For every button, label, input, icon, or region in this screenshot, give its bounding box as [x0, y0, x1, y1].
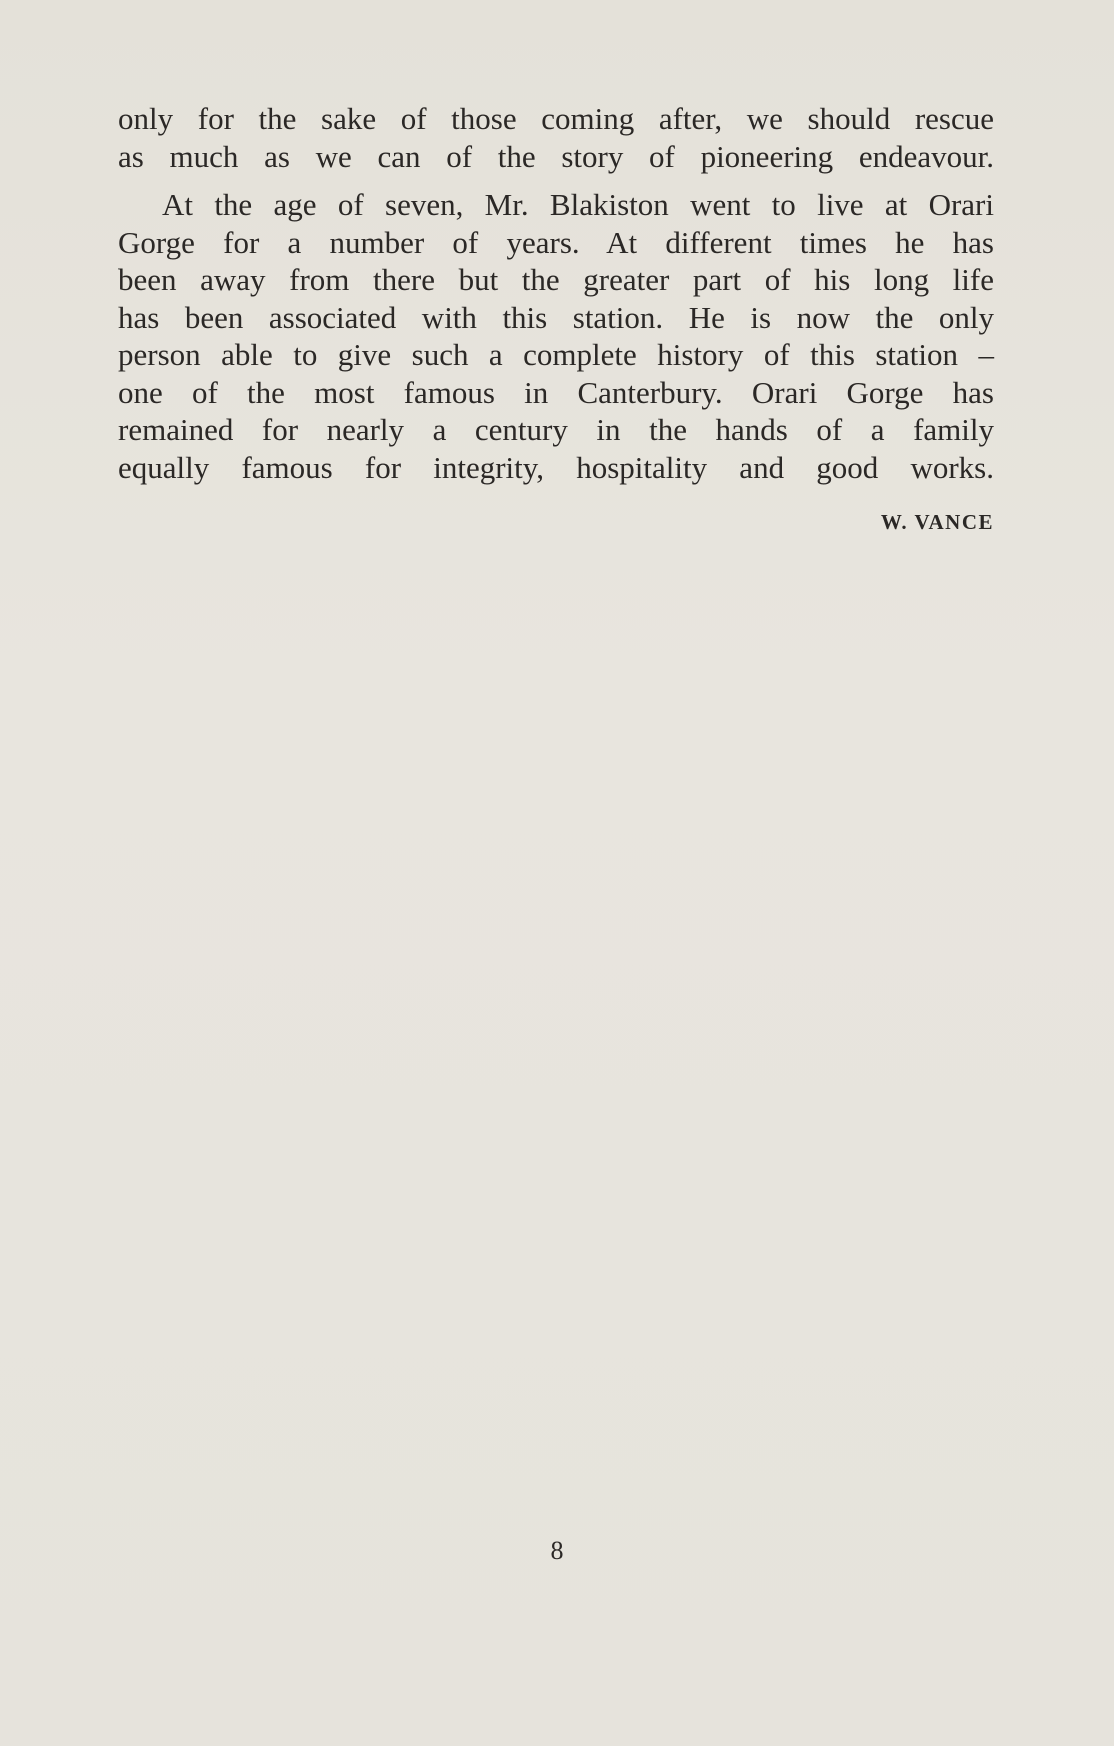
text-line: remained for nearly a century in the hands of a family [118, 412, 994, 447]
paragraph-2 [118, 186, 994, 486]
text-line: equally famous for integrity, hospitality and good works. [118, 449, 994, 485]
paragraph-1 [118, 100, 994, 175]
page-number: 8 [550, 1536, 564, 1565]
text-line: one of the most famous in Canterbury. Orari Gorge has [118, 374, 994, 410]
text-line: Gorge for a number of years. At different times he has [118, 224, 994, 260]
text-line: as much as we can of the story of pioneering endeavour. [118, 138, 994, 174]
body-text [118, 100, 994, 486]
text-line: has been associated with this station. He is now the only [118, 299, 994, 335]
text-line: person able to give such a complete history of this station – [118, 337, 994, 372]
author-signature: W. VANCE [880, 510, 994, 534]
text-line: only for the sake of those coming after, we should rescue [118, 101, 994, 136]
text-line: At the age of seven, Mr. Blakiston went to live at Orari [162, 187, 994, 222]
text-line: been away from there but the greater part of his long life [118, 262, 994, 297]
